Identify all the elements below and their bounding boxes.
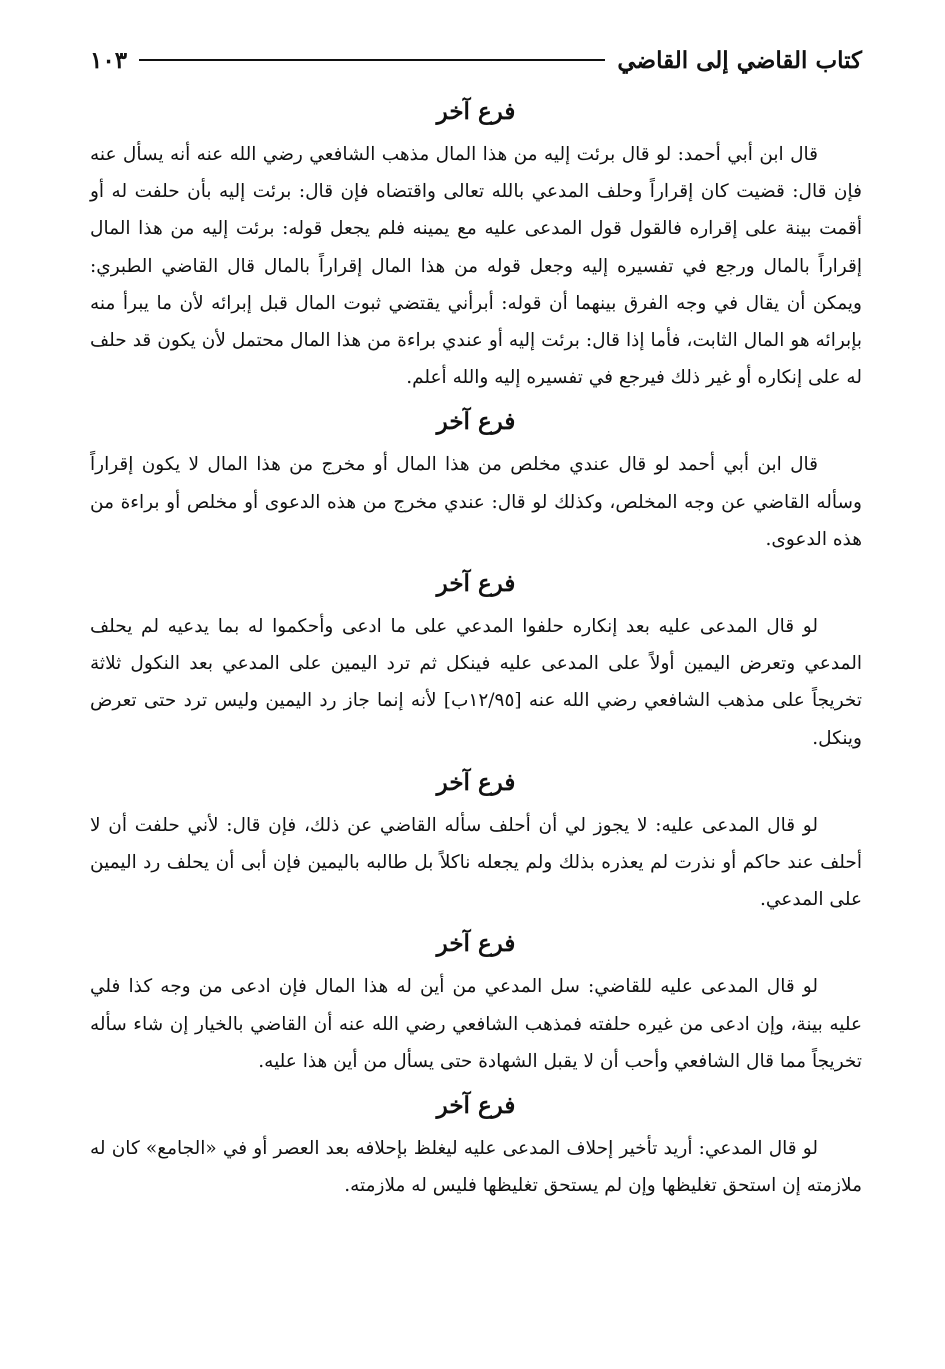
running-title: كتاب القاضي إلى القاضي (617, 46, 862, 74)
section-heading: فرع آخر (436, 408, 516, 436)
running-header (90, 34, 862, 86)
book-page (90, 34, 862, 1204)
section (90, 1086, 862, 1204)
section-heading: فرع آخر (436, 1092, 516, 1120)
section-paragraph: قال ابن أبي أحمد لو قال عندي مخلص من هذا المال أو مخرج من هذا المال لا يكون إقراراً وسأله القاضي عن وجه المخلص، وكذلك لو قال: عندي مخرج من هذه الدعوى أو مخلص أو براءة من هذه الدعوى. (90, 454, 862, 550)
section (90, 92, 862, 396)
section-paragraph: لو قال المدعى عليه للقاضي: سل المدعي من أين له هذا المال فإن ادعى من وجه كذا فلي عليه بينة، وإن ادعى من غيره حلفته فمذهب الشافعي رضي الله عنه أن القاضي بالخيار إن شاء سأله تخريجاً مما قال الشافعي وأحب أن لا يقبل الشهادة حتى يسأل من أين هذا عليه. (90, 976, 862, 1072)
header-rule (139, 59, 605, 61)
section-heading: فرع آخر (436, 570, 516, 598)
page-number: ١٠٣ (90, 46, 128, 74)
section (90, 924, 862, 1080)
section (90, 402, 862, 558)
section (90, 763, 862, 919)
section-heading: فرع آخر (436, 768, 516, 796)
section-paragraph: لو قال المدعى عليه: لا يجوز لي أن أحلف سأله القاضي عن ذلك، فإن قال: لأني حلفت أن لا أحلف عند حاكم أو نذرت لم يعذره بذلك ولم يجعله ناكلاً بل طالبه باليمين فإن أبى أن يحلف رد اليمين على المدعي. (90, 814, 862, 911)
section-heading: فرع آخر (436, 930, 516, 958)
section-paragraph: لو قال المدعي: أريد تأخير إحلاف المدعى عليه ليغلظ بإحلافه بعد العصر أو في «الجامع» كان له ملازمته إن استحق تغليظها وإن لم يستحق تغليظها فليس له ملازمته. (90, 1138, 862, 1197)
section (90, 564, 862, 757)
section-paragraph: قال ابن أبي أحمد: لو قال برئت إليه من هذا المال مذهب الشافعي رضي الله عنه أنه يسأل عنه فإن قال: قضيت كان إقراراً وحلف المدعي بالله تعالى واقتضاه فإن قال: برئت إليه بأن حلفت له أو أقمت بينة على إقراره فالقول قول المدعى عليه مع يمينه فلم يجعل قوله: برئت إليه من هذا المال إقراراً بالمال ورجع في تفسيره إليه وجعل قوله من هذا المال إقراراً بالمال قال القاضي الطبري: ويمكن أن يقال في وجه الفرق بينهما أن قوله: أبرأني يقتضي ثبوت المال قبل إبرائه لأن ما يبرأ منه بإبرائه هو المال الثابت، فأما إذا قال: برئت إليه أو عندي براءة من هذا المال محتمل لأن يكون قد حلف له على إنكاره أو غير ذلك فيرجع في تفسيره إليه والله أعلم. (90, 144, 863, 389)
section-heading: فرع آخر (436, 98, 516, 125)
section-paragraph: لو قال المدعى عليه بعد إنكاره حلفوا المدعي على ما ادعى وأحكموا له بما يدعيه لم يحلف المدعي وتعرض اليمين أولاً على المدعى عليه فينكل ثم ترد اليمين على المدعي بعد النكول ثلاثة تخريجاً على مذهب الشافعي رضي الله عنه [١٢/٩٥ب] لأنه إنما جاز رد اليمين وليس ترد حتى تعرض وينكل. (90, 616, 862, 749)
